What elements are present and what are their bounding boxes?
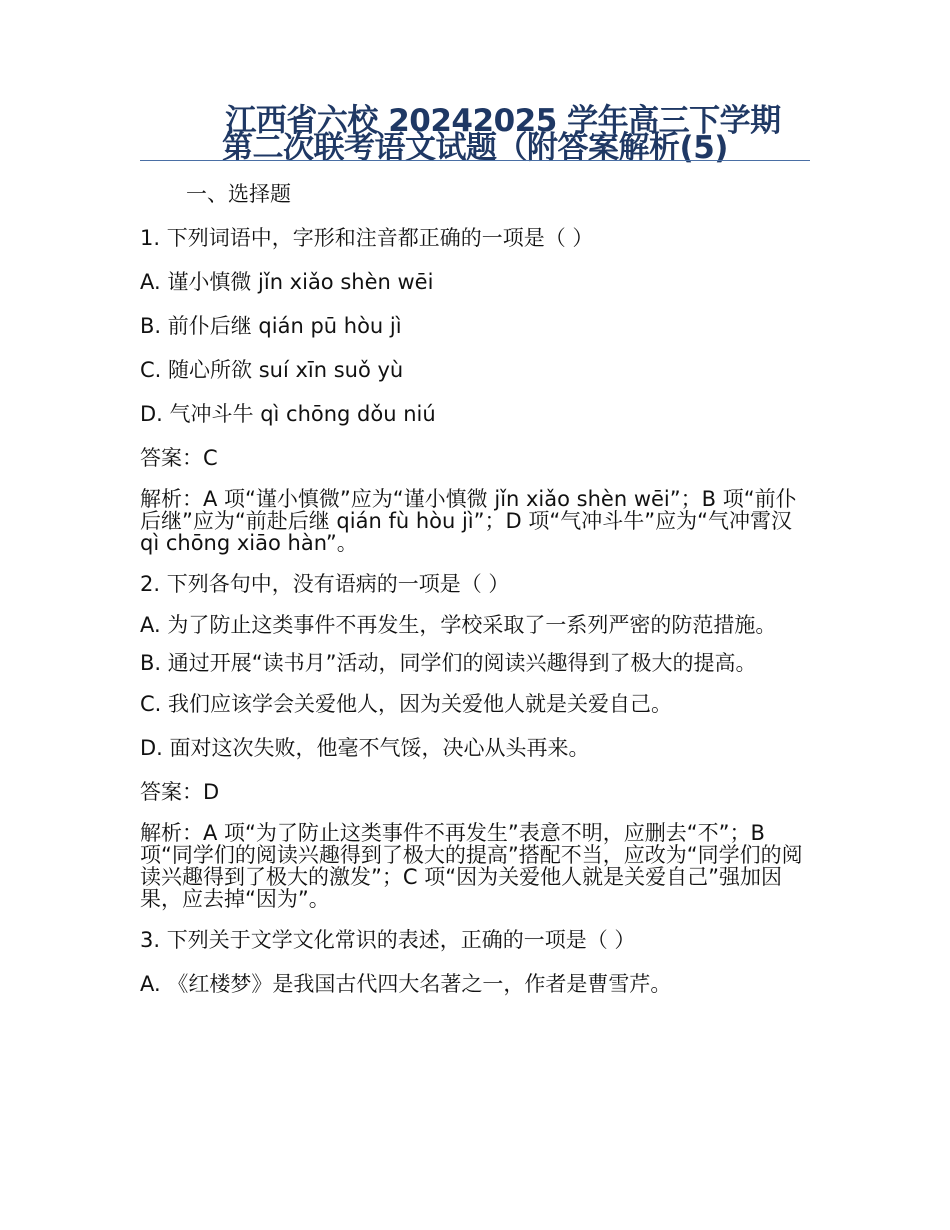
question-2: 2. 下列各句中，没有语病的一项是（ ） [140,572,510,596]
question-1: 1. 下列词语中，字形和注音都正确的一项是（ ） [140,226,594,250]
document-body [140,224,810,1014]
title-line-2: 第二次联考语文试题（附答案解析(5) [222,130,728,166]
question-3: 3. 下列关于文学文化常识的表述，正确的一项是（ ） [140,928,636,952]
section-heading: 一、选择题 [186,182,291,206]
q2-option-b: B. 通过开展“读书月”活动，同学们的阅读兴趣得到了极大的提高。 [140,651,757,675]
q1-option-d: D. 气冲斗牛 qì chōng dǒu niú [140,402,436,426]
q2-option-a: A. 为了防止这类事件不再发生，学校采取了一系列严密的防范措施。 [140,613,777,637]
q1-answer: 答案：C [140,446,218,470]
q2-answer: 答案：D [140,780,220,804]
title-line-1: 江西省六校 20242025 学年高三下学期 [225,103,781,139]
document-title [140,103,810,166]
q2-explanation: 解析：A 项“为了防止这类事件不再发生”表意不明，应删去“不”；B 项“同学们的阅读兴趣得到了极大的提高”搭配不当，应改为“同学们的阅读兴趣得到了极大的激发”；C 项“因为关爱他人就是关爱自己”强加因果，应去掉“因为”。 [140,821,803,911]
q1-option-c: C. 随心所欲 suí xīn suǒ yù [140,358,404,382]
q1-option-a: A. 谨小慎微 jǐn xiǎo shèn wēi [140,270,434,294]
q1-explanation: 解析：A 项“谨小慎微”应为“谨小慎微 jǐn xiǎo shèn wēi”；B 项“前仆后继”应为“前赴后继 qián fù hòu jì”；D 项“气冲斗牛”应为“气冲霄汉 qì chōng xiāo hàn”。 [140,487,797,555]
q3-option-a: A. 《红楼梦》是我国古代四大名著之一，作者是曹雪芹。 [140,972,672,996]
q1-option-b: B. 前仆后继 qián pū hòu jì [140,314,402,338]
q2-option-c: C. 我们应该学会关爱他人，因为关爱他人就是关爱自己。 [140,692,673,716]
title-underline [140,160,810,161]
q2-option-d: D. 面对这次失败，他毫不气馁，决心从头再来。 [140,736,590,760]
